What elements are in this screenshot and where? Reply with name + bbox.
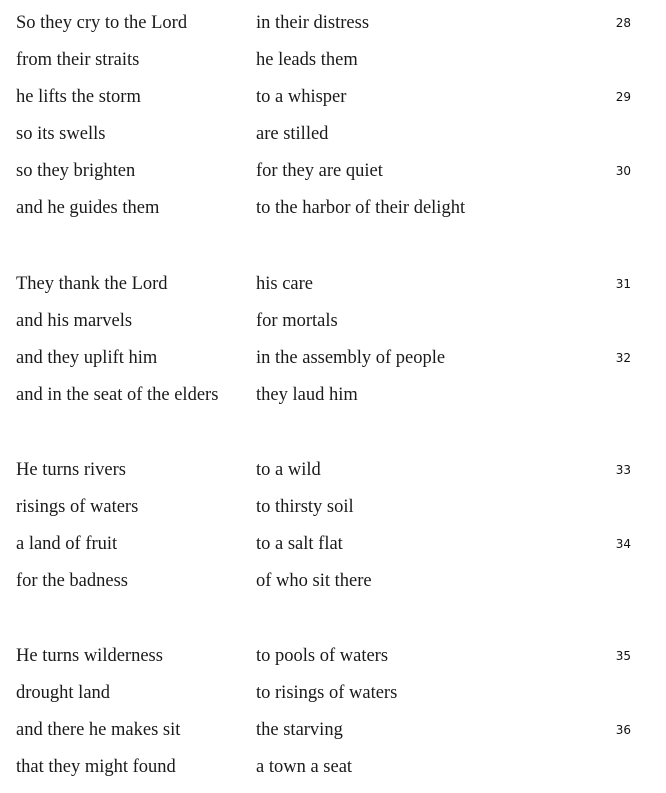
line-second-half: to risings of waters — [256, 683, 398, 703]
line-first-half: he lifts the storm — [16, 87, 141, 107]
verse-number: 36 — [615, 723, 631, 737]
line-second-half: are stilled — [256, 124, 329, 144]
poem-line — [0, 197, 666, 234]
line-first-half: and they uplift him — [16, 348, 158, 368]
line-first-half: He turns rivers — [16, 460, 126, 480]
line-first-half: and his marvels — [16, 311, 133, 331]
line-first-half: and there he makes sit — [16, 720, 181, 740]
verse-number: 33 — [615, 463, 631, 477]
line-first-half: so they brighten — [16, 161, 136, 181]
poem-line — [0, 645, 666, 682]
line-second-half: in the assembly of people — [256, 348, 446, 368]
verse-number: 30 — [615, 164, 631, 178]
poem-line — [0, 310, 666, 347]
stanza-1 — [0, 12, 666, 234]
stanza-3 — [0, 459, 666, 607]
line-first-half: so its swells — [16, 124, 106, 144]
poem-line — [0, 533, 666, 570]
line-first-half: and he guides them — [16, 198, 160, 218]
line-first-half: a land of fruit — [16, 534, 118, 554]
line-first-half: for the badness — [16, 571, 128, 591]
poem-line — [0, 682, 666, 719]
poem-line — [0, 459, 666, 496]
verse-number: 28 — [615, 16, 631, 30]
verse-number: 35 — [615, 649, 631, 663]
poem-line — [0, 86, 666, 123]
line-second-half: to a whisper — [256, 87, 347, 107]
line-first-half: They thank the Lord — [16, 274, 168, 294]
line-first-half: He turns wilderness — [16, 646, 163, 666]
line-second-half: his care — [256, 274, 314, 294]
poem-line — [0, 719, 666, 756]
verse-number: 32 — [615, 351, 631, 365]
line-second-half: a town a seat — [256, 757, 353, 777]
line-second-half: to a wild — [256, 460, 321, 480]
poem-line — [0, 570, 666, 607]
line-first-half: that they might found — [16, 757, 176, 777]
line-second-half: they laud him — [256, 385, 358, 405]
poem-line — [0, 756, 666, 793]
line-first-half: and in the seat of the elders — [16, 385, 219, 405]
poem-line — [0, 273, 666, 310]
line-second-half: in their distress — [256, 13, 370, 33]
line-second-half: the starving — [256, 720, 343, 740]
poem-line — [0, 123, 666, 160]
stanza-2 — [0, 273, 666, 421]
poem-line — [0, 496, 666, 533]
poem-line — [0, 49, 666, 86]
line-first-half: drought land — [16, 683, 111, 703]
line-second-half: he leads them — [256, 50, 358, 70]
poem-line — [0, 384, 666, 421]
line-second-half: to a salt flat — [256, 534, 343, 554]
line-second-half: to pools of waters — [256, 646, 389, 666]
line-second-half: of who sit there — [256, 571, 372, 591]
stanza-4 — [0, 645, 666, 793]
line-first-half: risings of waters — [16, 497, 139, 517]
poem-line — [0, 12, 666, 49]
line-first-half: So they cry to the Lord — [16, 13, 188, 33]
line-second-half: to the harbor of their delight — [256, 198, 466, 218]
poem-line — [0, 347, 666, 384]
verse-number: 34 — [615, 537, 631, 551]
line-second-half: for mortals — [256, 311, 338, 331]
line-first-half: from their straits — [16, 50, 140, 70]
poem-line — [0, 160, 666, 197]
verse-number: 29 — [615, 90, 631, 104]
verse-number: 31 — [615, 277, 631, 291]
line-second-half: for they are quiet — [256, 161, 383, 181]
line-second-half: to thirsty soil — [256, 497, 354, 517]
